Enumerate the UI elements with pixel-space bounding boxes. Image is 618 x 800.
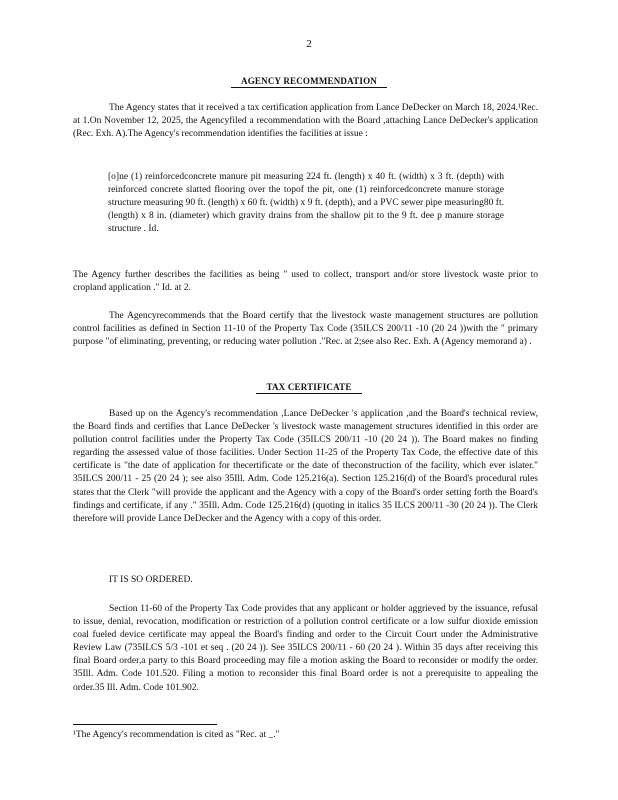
paragraph-facilities-described: The Agency further describes the facilities as being " used to collect, transport and/or store livestock waste prior to cropland application ." Id. at 2. bbox=[73, 270, 538, 294]
page-number: 2 bbox=[306, 38, 312, 50]
heading-tax-certificate: TAX CERTIFICATE bbox=[0, 382, 618, 392]
paragraph-agency-received: The Agency states that it received a tax certification application from Lance DeDecker on March 18, 2024.¹Rec. at 1.On November 12, 2025, the Agencyfiled a recommendation with the Board ,attaching Lance DeDecker's application (Rec. Exh. A).The Agency's recommendation identifies the facilities at issue : bbox=[73, 103, 538, 140]
so-ordered: IT IS SO ORDERED. bbox=[109, 575, 193, 585]
paragraph-agency-recommends: The Agencyrecommends that the Board certify that the livestock waste management structures are pollution control facilities as defined in Section 11-10 of the Property Tax Code (35ILCS 200/11 -10 (20 24 ))with the " primary purpose "of eliminating, preventing, or reducing water pollution ."Rec. at 2;see also Rec. Exh. A (Agency memorand a) . bbox=[73, 311, 538, 348]
footnote: ¹The Agency's recommendation is cited as "Rec. at _." bbox=[73, 730, 280, 740]
paragraph-tax-certificate: Based up on the Agency's recommendation ,Lance DeDecker 's application ,and the Board's technical review, the Board finds and certifies that Lance DeDecker 's livestock waste management structures identified in this order are pollution control facilities under the Property Tax Code (35ILCS 200/11 -10 (20 24 )). The Board makes no finding regarding the assessed value of those facilities. Under Section 11-25 of the Property Tax Code, the effective date of this certificate is "the date of application for thecertificate or the date of theconstruction of the facility, which ever islater." 35ILCS 200/11 - 25 (20 24 ); see also 35Ill. Adm. Code 125.216(a). Section 125.216(d) of the Board's procedural rules states that the Clerk "will provide the applicant and the Agency with a copy of the Board's order setting forth the Board's findings and certificate, if any ." 35Ill. Adm. Code 125.216(d) (quoting in italics 35 ILCS 200/11 -30 (20 24 )). The Clerk therefore will provide Lance DeDecker and the Agency with a copy of this order. bbox=[73, 409, 538, 524]
paragraph-appeal-rights: Section 11-60 of the Property Tax Code provides that any applicant or holder aggrieved by the issuance, refusal to issue, denial, revocation, modification or restriction of a pollution control certificate or a low sulfur dioxide emission coal fueled device certificate may appeal the Board's finding and order to the Circuit Court under the Administrative Review Law (735ILCS 5/3 -101 et seq . (20 24 )). See 35ILCS 200/11 - 60 (20 24 ). Within 35 days after receiving this final Board order,a party to this Board proceeding may file a motion asking the Board to reconsider or modify the order. 35Ill. Adm. Code 101.520. Filing a motion to reconsider this final Board order is not a prerequisite to appealing the order.35 Ill. Adm. Code 101.902. bbox=[73, 604, 538, 693]
heading-agency-recommendation: AGENCY RECOMMENDATION bbox=[0, 76, 618, 86]
block-quote-facilities: [o]ne (1) reinforcedconcrete manure pit measuring 224 ft. (length) x 40 ft. (width) x 3 ft. (depth) with reinforced concrete slatted flooring over the topof the pit, one (1) reinforcedconcrete manure storage structure measuring 90 ft. (length) x 60 ft. (width) x 9 ft. (depth), and a PVC sewer pipe measuring80 ft. (length) x 8 in. (diameter) which gravity drains from the shallow pit to the 9 ft. dee p manure storage structure . Id. bbox=[108, 172, 504, 235]
footnote-divider bbox=[73, 724, 217, 725]
